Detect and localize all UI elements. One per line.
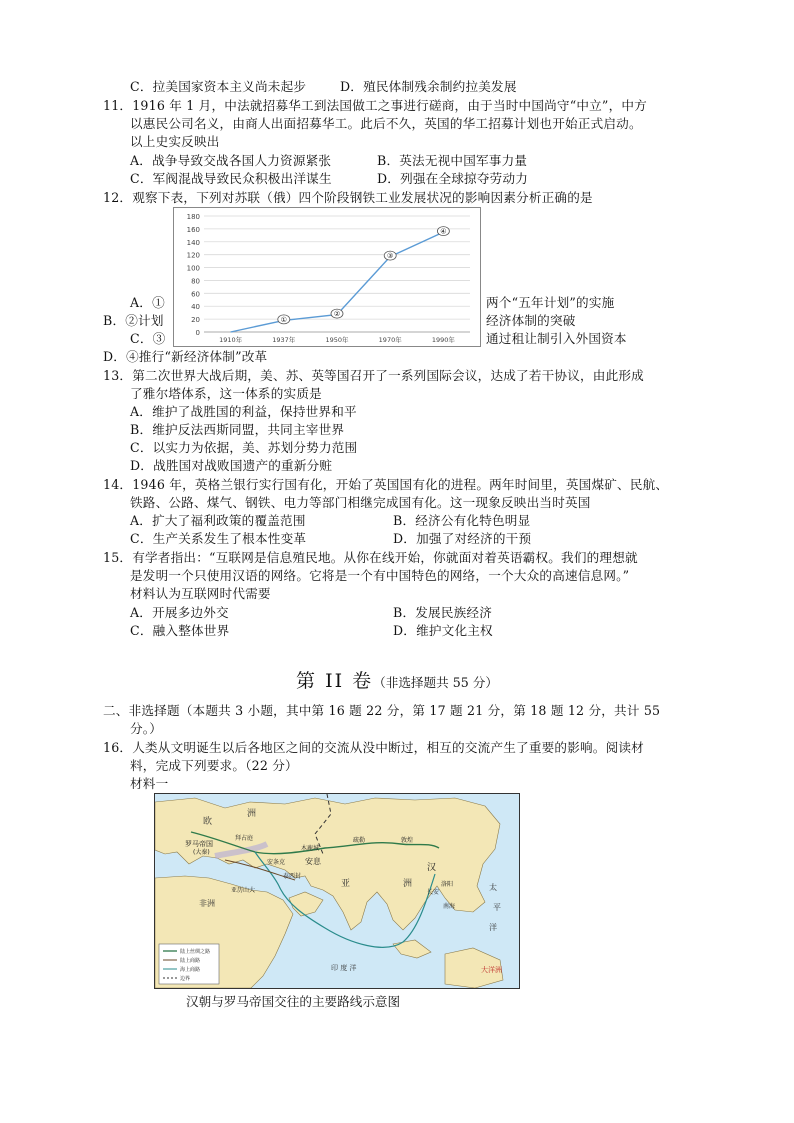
q16-stem-line1: 16．人类从文明诞生以后各地区之间的交流从没中断过，相互的交流产生了重要的影响。阅读材 xyxy=(103,740,644,755)
map-label-alexandria: 亚历山大 xyxy=(231,887,256,894)
map-label-indian-ocean: 印 度 洋 xyxy=(331,964,357,972)
part2-subtitle: （非选择题共 55 分） xyxy=(373,675,498,690)
chart-x-tick-label: 1937年 xyxy=(272,336,296,344)
q12-option-b-text: 经济体制的突破 xyxy=(486,313,576,328)
chart-data-label: ④ xyxy=(440,227,447,236)
map-label-rome: 罗马帝国 xyxy=(185,840,213,848)
section2-line1: 二、非选择题（本题共 3 小题，其中第 16 题 22 分，第 17 题 21 分，第 18 题 12 分，共计 55 xyxy=(103,703,661,718)
q12-option-c-prefix: C．③ xyxy=(130,331,166,346)
map-label-oceania: 大洋洲 xyxy=(481,966,502,974)
q11-option-b: B．英法无视中国军事力量 xyxy=(377,153,528,168)
q12-option-a-prefix: A．① xyxy=(130,295,165,310)
map-label-dunhuang: 敦煌 xyxy=(401,837,414,844)
q14-option-b: B．经济公有化特色明显 xyxy=(393,513,531,528)
chart-svg xyxy=(174,208,480,346)
q12-option-d: D．④推行“新经济体制”改革 xyxy=(103,349,268,364)
chart-y-tick-label: 100 xyxy=(186,264,200,273)
q11-stem-line2: 以惠民公司名义，由商人出面招募华工。此后不久，英国的华工招募计划也开始正式启动。 xyxy=(130,116,642,131)
legend-item-land: 陆上商路 xyxy=(180,958,201,964)
q15-stem-line1: 15．有学者指出：“互联网是信息殖民地。从你在线开始，你就面对着英语霸权。我们的理想就 xyxy=(103,550,638,565)
q12-option-c-text: 通过租让制引入外国资本 xyxy=(486,331,627,346)
part2-title: 第 II 卷 xyxy=(296,670,374,692)
map-label-parthia: 安息 xyxy=(305,857,321,866)
chart-data-label: ② xyxy=(333,310,341,319)
q14-option-a: A．扩大了福利政策的覆盖范围 xyxy=(130,513,306,528)
chart-x-tick-label: 1910年 xyxy=(219,336,243,344)
map-label-changan: 长安 xyxy=(427,889,440,896)
q11-option-a: A．战争导致交战各国人力资源紧张 xyxy=(130,153,332,168)
map-label-asia1: 亚 xyxy=(341,879,351,889)
chart-x-tick-label: 1950年 xyxy=(325,336,349,344)
map-label-antioch: 安条克 xyxy=(267,859,286,866)
q12-option-a-text: 两个“五年计划”的实施 xyxy=(486,295,615,310)
legend-item-silk: 陆上丝绸之路 xyxy=(180,949,211,955)
map-label-europe2: 洲 xyxy=(247,809,257,819)
chart-x-tick-label: 1990年 xyxy=(431,336,455,344)
chart-y-tick-label: 80 xyxy=(191,277,200,286)
q14-option-c: C．生产关系发生了根本性变革 xyxy=(130,531,307,546)
q11-option-d: D．列强在全球掠夺劳动力 xyxy=(377,171,529,186)
q13-stem-line1: 13．第二次世界大战后期，美、苏、英等国召开了一系列国际会议，达成了若干协议，由此形成 xyxy=(103,368,644,383)
chart-y-tick-label: 20 xyxy=(191,316,200,325)
map-label-rome-sub: (大秦) xyxy=(193,849,210,856)
chart-y-tick-label: 140 xyxy=(186,238,200,247)
q10-option-c: C．拉美国家资本主义尚未起步 xyxy=(130,79,307,94)
map-label-byzantium: 拜占庭 xyxy=(235,835,254,842)
chart-y-tick-label: 120 xyxy=(186,251,200,260)
chart-y-tick-label: 40 xyxy=(191,303,200,312)
map-label-pacific2: 平 xyxy=(493,903,501,912)
legend-item-sea: 海上商路 xyxy=(180,967,201,973)
chart-y-tick-label: 180 xyxy=(186,213,200,221)
q14-option-d: D．加强了对经济的干预 xyxy=(393,531,532,546)
part2-heading xyxy=(0,666,794,693)
q13-option-c: C．以实力为依据，美、苏划分势力范围 xyxy=(130,440,358,455)
chart-y-tick-label: 160 xyxy=(186,225,200,234)
map-label-europe: 欧 xyxy=(203,817,213,827)
q11-stem-line1: 11．1916 年 1 月，中法就招募华工到法国做工之事进行磋商，由于当时中国尚守“中立”，中方 xyxy=(103,98,647,113)
q11-option-c: C．军阀混战导致民众积极出洋谋生 xyxy=(130,171,332,186)
q14-stem-line1: 14．1946 年，英格兰银行实行国有化，开始了英国国有化的进程。两年时间里，英国煤矿、民航、 xyxy=(103,477,669,492)
map-caption: 汉朝与罗马帝国交往的主要路线示意图 xyxy=(186,994,401,1009)
section2-line2: 分。） xyxy=(130,721,163,736)
q11-stem-line3: 以上史实反映出 xyxy=(130,134,220,149)
q15-option-a: A．开展多边外交 xyxy=(130,605,229,620)
q13-option-a: A．维护了战胜国的利益，保持世界和平 xyxy=(130,404,357,419)
legend-item-border: 边界 xyxy=(180,976,191,982)
q16-material1-label: 材料一 xyxy=(130,776,169,791)
map-label-ctesiphon: 泰西封 xyxy=(283,873,302,880)
q14-stem-line2: 铁路、公路、煤气、钢铁、电力等部门相继完成国有化。这一现象反映出当时英国 xyxy=(130,495,591,510)
map-label-shule: 疏勒 xyxy=(353,837,366,844)
chart-y-tick-label: 0 xyxy=(195,329,200,337)
han-rome-route-map xyxy=(154,793,520,989)
map-label-africa: 非洲 xyxy=(199,899,215,908)
map-label-mulu: 木鹿城 xyxy=(301,845,320,852)
map-label-nanhai: 南海 xyxy=(443,903,456,910)
q15-option-d: D．维护文化主权 xyxy=(393,623,493,638)
chart-x-tick-label: 1970年 xyxy=(378,336,402,344)
q16-stem-line2: 料，完成下列要求。（22 分） xyxy=(130,758,298,773)
chart-data-label: ③ xyxy=(387,252,394,261)
steel-output-chart xyxy=(173,207,481,347)
map-label-pacific3: 洋 xyxy=(489,923,497,932)
q13-stem-line2: 了雅尔塔体系，这一体系的实质是 xyxy=(130,386,322,401)
q12-stem: 12．观察下表，下列对苏联（俄）四个阶段钢铁工业发展状况的影响因素分析正确的是 xyxy=(103,190,593,205)
map-label-pacific1: 太 xyxy=(489,883,497,892)
q13-option-b: B．维护反法西斯同盟，共同主宰世界 xyxy=(130,422,345,437)
q15-stem-line2: 是发明一个只使用汉语的网络。它将是一个有中国特色的网络，一个大众的高速信息网。” xyxy=(130,568,630,583)
map-label-luoyang: 洛阳 xyxy=(441,881,454,888)
q12-option-b-prefix: B．②计划 xyxy=(103,313,164,328)
q15-option-b: B．发展民族经济 xyxy=(393,605,493,620)
chart-data-label: ① xyxy=(280,316,287,324)
chart-y-tick-label: 60 xyxy=(191,290,200,299)
q15-option-c: C．融入整体世界 xyxy=(130,623,230,638)
q15-stem-line3: 材料认为互联网时代需要 xyxy=(130,586,271,601)
q13-option-d: D．战胜国对战败国遗产的重新分赃 xyxy=(130,458,333,473)
map-svg xyxy=(155,794,519,988)
q10-option-d: D．殖民体制残余制约拉美发展 xyxy=(340,79,517,94)
map-label-han: 汉 xyxy=(427,863,437,873)
map-label-asia2: 洲 xyxy=(403,879,413,889)
